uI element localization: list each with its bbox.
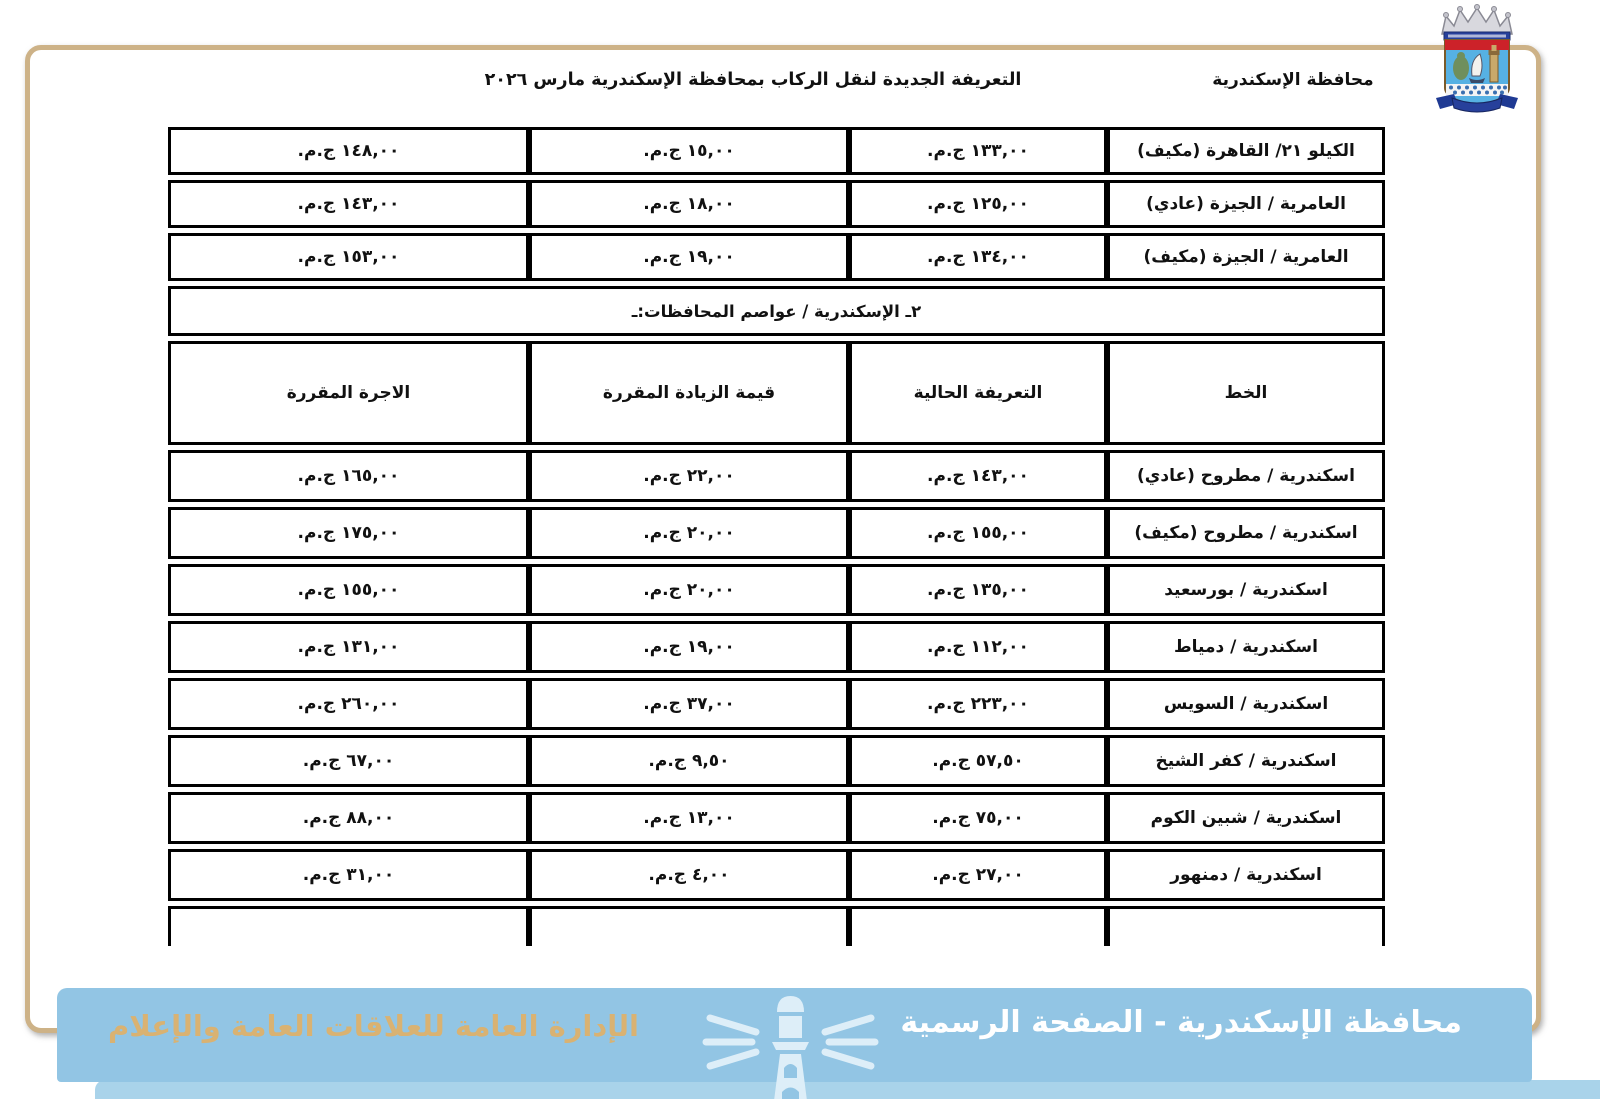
line-name-cell: الكيلو ٢١/ القاهرة (مكيف) [1107,127,1385,175]
line-name-cell: اسكندرية / السويس [1107,678,1385,730]
table-row [168,621,1385,673]
fare-table [168,122,1385,951]
table-row [168,233,1385,281]
new-fare-cell: ١٦٥,٠٠ ج.م. [168,450,529,502]
new-fare-cell: ٨٨,٠٠ ج.م. [168,792,529,844]
footer-banner [0,988,1600,1099]
current-fare-cell: ٧٥,٠٠ ج.م. [849,792,1107,844]
table-row [168,849,1385,901]
line-name-cell: العامرية / الجيزة (مكيف) [1107,233,1385,281]
column-header-row [168,341,1385,445]
col-header-line: الخط [1107,341,1385,445]
new-fare-cell: ٦٧,٠٠ ج.م. [168,735,529,787]
line-name-cell: العامرية / الجيزة (عادي) [1107,180,1385,228]
table-row [168,507,1385,559]
new-fare-cell: ١٤٨,٠٠ ج.م. [168,127,529,175]
increase-cell: ٩,٥٠ ج.م. [529,735,849,787]
table-row [168,180,1385,228]
table-row [168,564,1385,616]
table-row [168,127,1385,175]
line-name-cell: اسكندرية / بورسعيد [1107,564,1385,616]
line-name-cell: اسكندرية / مطروح (مكيف) [1107,507,1385,559]
section-header: ٢ـ الإسكندرية / عواصم المحافظات:ـ [168,286,1385,336]
increase-cell: ١٩,٠٠ ج.م. [529,621,849,673]
increase-cell: ٣٧,٠٠ ج.م. [529,678,849,730]
line-name-cell: اسكندرية / دمياط [1107,621,1385,673]
new-fare-cell: ١٣١,٠٠ ج.م. [168,621,529,673]
table-row [168,450,1385,502]
col-header-new-fare: الاجرة المقررة [168,341,529,445]
line-name-cell: اسكندرية / مطروح (عادي) [1107,450,1385,502]
current-fare-cell: ٥٧,٥٠ ج.م. [849,735,1107,787]
current-fare-cell: ١٢٥,٠٠ ج.م. [849,180,1107,228]
new-fare-cell: ٢٦٠,٠٠ ج.م. [168,678,529,730]
increase-cell: ٢٠,٠٠ ج.م. [529,507,849,559]
page-title: التعريفة الجديدة لنقل الركاب بمحافظة الإسكندرية مارس ٢٠٢٦ [484,70,1022,90]
new-fare-cell: ١٤٣,٠٠ ج.م. [168,180,529,228]
org-name: محافظة الإسكندرية [1212,70,1374,90]
increase-cell: ١٣,٠٠ ج.م. [529,792,849,844]
current-fare-cell: ١٣٤,٠٠ ج.م. [849,233,1107,281]
current-fare-cell: ١٥٥,٠٠ ج.م. [849,507,1107,559]
table-row [168,678,1385,730]
table-row-highlighted [168,792,1385,844]
footer-department-text: الإدارة العامة للعلاقات العامة والإعلام [108,1009,639,1043]
new-fare-cell: ١٧٥,٠٠ ج.م. [168,507,529,559]
crown-shape [1442,5,1512,41]
new-fare-cell: ١٥٣,٠٠ ج.م. [168,233,529,281]
lighthouse-icon [688,990,893,1099]
alexandria-crest-icon [1424,2,1530,120]
increase-cell: ١٩,٠٠ ج.م. [529,233,849,281]
increase-cell: ١٨,٠٠ ج.م. [529,180,849,228]
table-row-partial [168,906,1385,946]
increase-cell: ٢٠,٠٠ ج.م. [529,564,849,616]
line-name-cell: اسكندرية / كفر الشيخ [1107,735,1385,787]
new-fare-cell: ٣١,٠٠ ج.م. [168,849,529,901]
increase-cell: ١٥,٠٠ ج.م. [529,127,849,175]
table-row [168,735,1385,787]
current-fare-cell: ٢٧,٠٠ ج.م. [849,849,1107,901]
current-fare-cell: ١١٢,٠٠ ج.م. [849,621,1107,673]
new-fare-cell: ١٥٥,٠٠ ج.م. [168,564,529,616]
current-fare-cell: ١٣٣,٠٠ ج.م. [849,127,1107,175]
current-fare-cell: ١٣٥,٠٠ ج.م. [849,564,1107,616]
increase-cell: ٢٢,٠٠ ج.م. [529,450,849,502]
col-header-current: التعريفة الحالية [849,341,1107,445]
increase-cell: ٤,٠٠ ج.م. [529,849,849,901]
line-name-cell: اسكندرية / دمنهور [1107,849,1385,901]
line-name-cell: اسكندرية / شبين الكوم [1107,792,1385,844]
current-fare-cell: ١٤٣,٠٠ ج.م. [849,450,1107,502]
col-header-increase: قيمة الزيادة المقررة [529,341,849,445]
footer-official-page-text: محافظة الإسكندرية - الصفحة الرسمية [900,1005,1462,1040]
current-fare-cell: ٢٢٣,٠٠ ج.م. [849,678,1107,730]
section-header-row [168,286,1385,336]
